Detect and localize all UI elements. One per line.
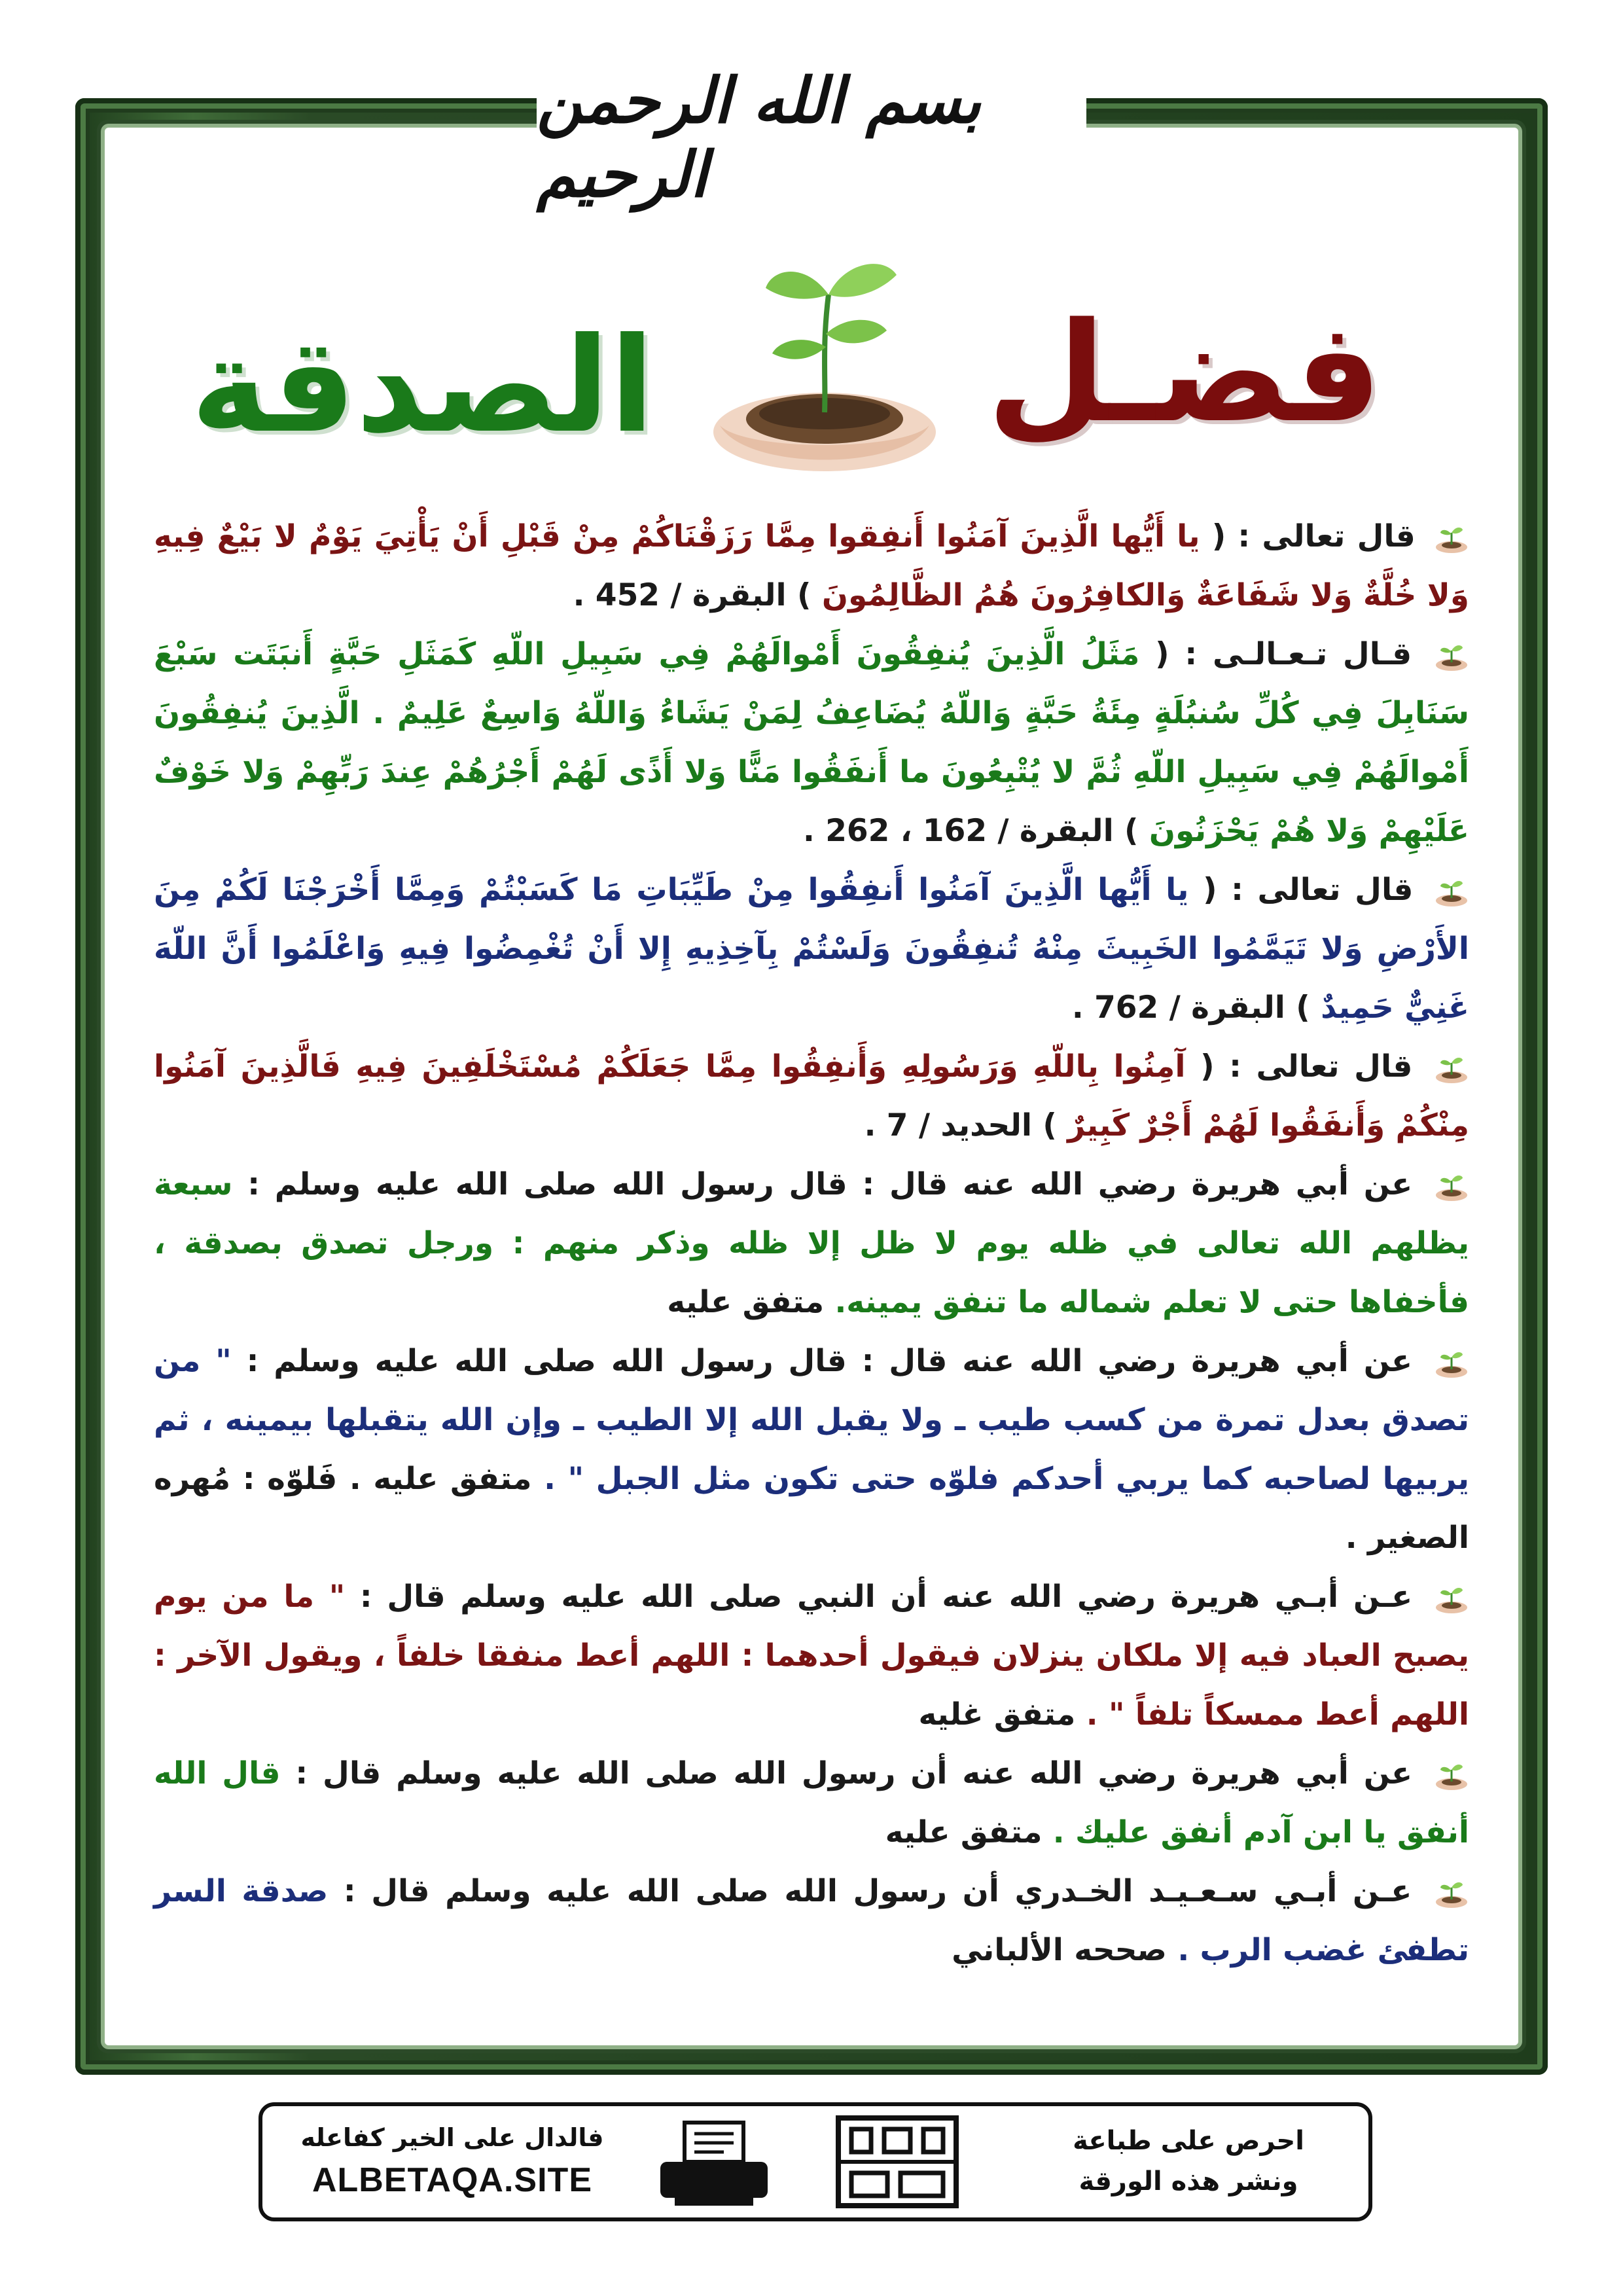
footer-print-line1: احرص على طباعة [1073, 2126, 1304, 2156]
hands-seedling-icon [1434, 640, 1469, 673]
verse-text: مَثَلُ الَّذِينَ يُنفِقُونَ أَمْوالَهُمْ فِي سَبِيلِ اللّهِ كَمَثَلِ حَبَّةٍ أَنبَتَت سَبْعَ سَنَابِلَ فِي كُلِّ سُنبُلَةٍ مِئَةُ حَبَّةٍ وَاللّهُ يُضَاعِفُ لِمَنْ يَشَاءُ وَاللّهُ وَاسِعٌ عَلِيمٌ . الَّذِينَ يُنفِقُونَ أَمْوالَهُمْ فِي سَبِيلِ اللّهِ ثُمَّ لا يُتْبِعُونَ ما أَنفَقُوا مَنًّا وَلا أَذًى لَهُمْ أَجْرُهُمْ عِندَ رَبِّهِمْ وَلا خَوْفٌ عَلَيْهِمْ وَلا هُمْ يَحْزَنُونَ [154, 636, 1469, 849]
footer-site-link[interactable]: ALBETAQA.SITE [312, 2161, 593, 2199]
hadith-intro: عن أبي هريرة رضي الله عنه قال : قال رسول الله صلى الله عليه وسلم : [247, 1166, 1413, 1202]
verse-paragraph [154, 507, 1469, 625]
hands-seedling-icon [1434, 1052, 1469, 1085]
hadith-text: " من تصدق بعدل تمرة من كسب طيب ـ ولا يقبل الله إلا الطيب ـ وإن الله يتقبلها بيمينه ، ثم يربيها لصاحبه كما يربي أحدكم فلوّه حتى تكون مثل الجبل " . [154, 1343, 1470, 1497]
hands-seedling-icon [1434, 876, 1469, 908]
hands-seedling-icon [1434, 1877, 1469, 1910]
hadith-paragraph [154, 1332, 1469, 1568]
hands-seedling-icon [1434, 1759, 1469, 1792]
hadith-intro: عن أبي هريرة رضي الله عنه أن رسول الله صلى الله عليه وسلم قال : [295, 1755, 1413, 1791]
footer-print-line2: ونشر هذه الورقة [1079, 2166, 1298, 2197]
hadith-paragraph [154, 1568, 1469, 1744]
title-word-sadaqa: الصدقة [190, 310, 654, 462]
hadith-reference: متفق عليه [667, 1284, 825, 1320]
verse-reference: ) البقرة / 162 ، 262 . [803, 813, 1139, 849]
verse-paragraph [154, 1037, 1469, 1155]
hands-seedling-icon [1434, 1347, 1469, 1380]
hands-seedling-icon [1434, 522, 1469, 555]
hadith-reference: متفق عليه [885, 1814, 1043, 1850]
hadith-intro: عن أبي هريرة رضي الله عنه قال : قال رسول الله صلى الله عليه وسلم : [246, 1343, 1413, 1379]
content-body [154, 507, 1469, 2039]
hands-seedling-icon [1434, 1170, 1469, 1203]
verse-intro: قال تعالى : ( [1211, 518, 1416, 554]
footer-box [259, 2102, 1372, 2221]
verse-paragraph [154, 861, 1469, 1037]
verse-intro: قال تعالى : ( [1200, 1049, 1413, 1085]
verse-text: يا أَيُّها الَّذِينَ آمَنُوا أَنفِقُوا مِنْ طَيِّبَاتِ مَا كَسَبْتُمْ وَمِمَّا أَخْرَجْنَا لَكُمْ مِنَ الأَرْضِ وَلا تَيَمَّمُوا الخَبِيثَ مِنْهُ تُنفِقُونَ وَلَسْتُمْ بِآخِذِيهِ إِلا أَنْ تُغْمِضُوا فِيهِ وَاعْلَمُوا أَنَّ اللّهَ غَنِيٌّ حَمِيدٌ [154, 872, 1469, 1026]
hadith-paragraph [154, 1155, 1469, 1332]
hadith-reference: متفق عليه . فَلوّه : مُهره الصغير . [154, 1461, 1469, 1556]
hadith-text: صدقة السر تطفئ غضب الرب . [154, 1873, 1469, 1968]
verse-text: آمِنُوا بِاللّهِ وَرَسُولِهِ وَأَنفِقُوا مِمَّا جَعَلَكُمْ مُسْتَخْلَفِينَ فِيهِ فَالَّذِينَ آمَنُوا مِنْكُمْ وَأَنفَقُوا لَهُمْ أَجْرٌ كَبِيرٌ [154, 1049, 1469, 1143]
hadith-reference: صححه الألباني [952, 1932, 1167, 1968]
verse-paragraph [154, 625, 1469, 861]
hadith-text: سبعة يظلهم الله تعالى في ظله يوم لا ظل إلا ظله وذكر منهم : ورجل تصدق بصدقة ، فأخفاها حتى لا تعلم شماله ما تنفق يمينه. [154, 1166, 1469, 1320]
title-word-fadl: فضـل [987, 293, 1382, 453]
footer-slogan: فالدال على الخير كفاعله [300, 2123, 604, 2152]
hadith-intro: عـن أبـي هريرة رضي الله عنه أن النبي صلى الله عليه وسلم قال : [359, 1579, 1413, 1615]
verse-reference: ) البقرة / 762 . [1071, 990, 1310, 1026]
verse-intro: قـال تـعـالـى : ( [1155, 636, 1412, 672]
verse-reference: ) البقرة / 452 . [573, 577, 812, 613]
dawa-waraqa-logo [832, 2113, 963, 2211]
basmala-text: بسم الله الرحمن الرحيم [537, 63, 982, 211]
footer-site-block [282, 2118, 622, 2210]
hadith-intro: عـن أبـي سـعـيـد الخـدري أن رسول الله صلى الله عليه وسلم قال : [343, 1873, 1412, 1909]
verse-reference: ) الحديد / 7 . [864, 1107, 1057, 1143]
hadith-text: قال الله أنفق يا ابن آدم أنفق عليك . [154, 1755, 1469, 1850]
hadith-paragraph [154, 1744, 1469, 1862]
verse-intro: قال تعالى : ( [1203, 872, 1414, 908]
hands-seedling-icon [1434, 1583, 1469, 1615]
basmala-calligraphy [537, 52, 1086, 223]
printer-icon [655, 2119, 773, 2211]
footer-print-note [1048, 2121, 1329, 2206]
hadith-reference: متفق غليه [918, 1696, 1076, 1732]
verse-text: يا أَيُّها الَّذِينَ آمَنُوا أَنفِقوا مِمَّا رَزَقْنَاكُمْ مِنْ قَبْلِ أَنْ يَأْتِيَ يَوْمٌ لا بَيْعٌ فِيهِ وَلا خُلَّةٌ وَلا شَفَاعَةٌ وَالكافِرُونَ هُمُ الظَّالِمُونَ [154, 518, 1469, 613]
hands-holding-plant-icon [707, 236, 942, 484]
hadith-text: " ما من يوم يصبح العباد فيه إلا ملكان ينزلان فيقول أحدهما : اللهم أعط منفقا خلفاً ، ويقول الآخر : اللهم أعط ممسكاً تلفاً " . [154, 1579, 1469, 1732]
hadith-paragraph [154, 1862, 1469, 1980]
